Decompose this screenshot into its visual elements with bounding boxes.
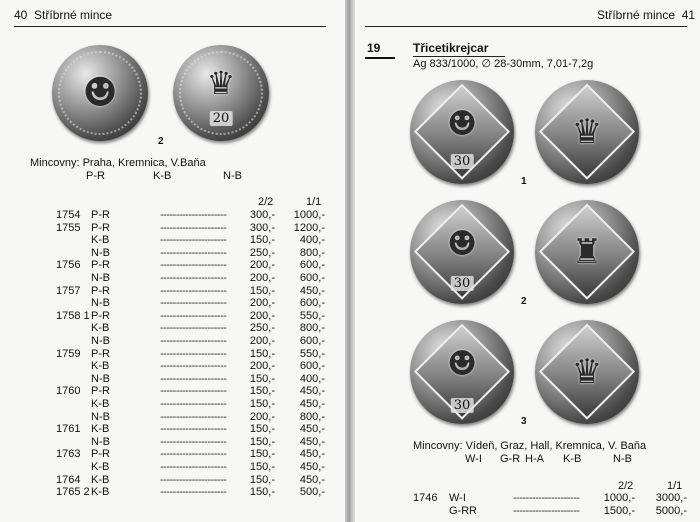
left-page-header [14, 8, 112, 22]
book-gutter [345, 0, 355, 522]
row-mint-mark: N-B [91, 272, 110, 284]
portrait-icon: ☻ [82, 70, 118, 116]
row-dashes: --------------------- [160, 347, 227, 360]
eagle-icon: ♛ [206, 64, 236, 103]
row-mint-mark: P-R [91, 309, 110, 322]
row-year: 1760 [56, 385, 81, 398]
row-year: 1756 [56, 259, 81, 272]
row-dashes: --------------------- [160, 385, 227, 398]
row-price-1-1: 1200,- [293, 221, 325, 234]
column-header-2-2: 2/2 [618, 480, 634, 492]
figure-label: 2 [521, 296, 527, 307]
row-mint-mark: K-B [91, 360, 110, 373]
mint-mark: H-A [525, 453, 544, 465]
row-year: 1764 [56, 473, 81, 486]
table-row [0, 247, 345, 260]
page-heading: Stříbrné mince [597, 8, 676, 22]
row-dashes: --------------------- [160, 486, 227, 499]
table-row [0, 335, 345, 348]
row-dashes: --------------------- [160, 461, 227, 473]
row-mint-mark: P-R [91, 385, 110, 398]
row-dashes: --------------------- [160, 360, 227, 373]
row-dashes: --------------------- [160, 297, 227, 310]
mint-mark: K-B [153, 170, 172, 182]
table-row [0, 373, 345, 386]
row-price-1-1: 800,- [299, 410, 325, 423]
table-row [0, 448, 345, 461]
coin-value: 30 [451, 276, 474, 291]
eagle-icon: ♛ [571, 112, 603, 152]
table-row [0, 234, 345, 247]
row-dashes: --------------------- [513, 504, 580, 517]
coin-obverse-image [410, 200, 514, 304]
row-price-1-1: 5000,- [655, 504, 687, 517]
row-dashes: --------------------- [160, 309, 227, 322]
row-dashes: --------------------- [160, 398, 227, 410]
item-number: 19 [367, 41, 381, 55]
coin-reverse-image [535, 320, 639, 424]
mint-mark: N-B [223, 170, 242, 182]
figure-label: 3 [521, 416, 527, 427]
row-mint-mark: K-B [91, 234, 110, 247]
row-dashes: --------------------- [160, 410, 227, 423]
row-price-1-1: 600,- [299, 360, 325, 373]
figure-label: 1 [521, 176, 527, 187]
row-price-2-2: 150,- [249, 234, 275, 247]
row-mint-mark: P-R [91, 221, 110, 234]
row-mint-mark: P-R [91, 209, 110, 221]
row-price-1-1: 450,- [299, 435, 325, 448]
row-mint-mark: K-B [91, 486, 110, 499]
table-row [0, 436, 345, 449]
table-row [0, 360, 345, 373]
row-price-1-1: 450,- [299, 385, 325, 398]
row-mint-mark: N-B [91, 435, 110, 448]
coin-value: 30 [451, 398, 474, 413]
row-price-2-2: 150,- [249, 423, 275, 436]
mint-mark: P-R [86, 170, 105, 182]
row-price-1-1: 3000,- [655, 492, 687, 504]
row-dashes: --------------------- [160, 284, 227, 297]
row-price-2-2: 150,- [249, 398, 275, 410]
row-year: 1754 [56, 209, 81, 221]
coin-reverse-image [173, 45, 269, 141]
portrait-icon: ☻ [446, 103, 478, 144]
row-dashes: --------------------- [160, 259, 227, 272]
row-price-1-1: 450,- [299, 284, 325, 297]
row-mint-mark: P-R [91, 284, 110, 297]
row-year: 1759 [56, 347, 81, 360]
row-price-2-2: 1000,- [603, 492, 635, 504]
row-dashes: --------------------- [160, 234, 227, 247]
row-dashes: --------------------- [160, 435, 227, 448]
eagle-icon: ♛ [571, 352, 603, 392]
mint-mark: W-I [465, 453, 482, 465]
table-row [0, 474, 345, 487]
row-mint-mark: N-B [91, 335, 110, 347]
row-price-1-1: 450,- [299, 461, 325, 473]
row-price-2-2: 200,- [249, 297, 275, 310]
row-year: 1763 [56, 448, 81, 461]
row-price-1-1: 1000,- [293, 209, 325, 221]
row-price-1-1: 450,- [299, 423, 325, 436]
row-extra-mark: R [469, 504, 477, 517]
row-price-2-2: 200,- [249, 259, 275, 272]
table-row [0, 272, 345, 285]
row-price-2-2: 300,- [249, 221, 275, 234]
row-price-1-1: 600,- [299, 335, 325, 347]
coin-reverse-image [535, 80, 639, 184]
row-price-1-1: 500,- [299, 486, 325, 499]
row-mint-mark: K-B [91, 461, 110, 473]
row-price-1-1: 550,- [299, 347, 325, 360]
table-row [0, 322, 345, 335]
row-dashes: --------------------- [160, 272, 227, 284]
row-price-2-2: 300,- [249, 209, 275, 221]
row-price-2-2: 150,- [249, 284, 275, 297]
row-price-2-2: 200,- [249, 360, 275, 373]
row-year: 1757 [56, 284, 81, 297]
row-price-1-1: 450,- [299, 448, 325, 461]
row-mint-mark: P-R [91, 259, 110, 272]
table-row [355, 492, 700, 505]
table-row [0, 486, 345, 499]
row-year: 1746 [413, 492, 438, 504]
coin-obverse-image [52, 45, 148, 141]
row-price-1-1: 600,- [299, 259, 325, 272]
row-mint-mark: K-B [91, 398, 110, 410]
row-price-1-1: 450,- [299, 398, 325, 410]
row-dashes: --------------------- [160, 209, 227, 221]
row-dashes: --------------------- [160, 473, 227, 486]
row-mint-mark: G-R [449, 504, 470, 517]
coin-value: 30 [451, 154, 474, 169]
portrait-icon: ☻ [446, 223, 478, 264]
table-row [0, 411, 345, 424]
row-dashes: --------------------- [160, 448, 227, 461]
mint-mark: G-R [500, 453, 521, 465]
header-rule [14, 26, 326, 27]
row-price-2-2: 150,- [249, 435, 275, 448]
table-row [0, 310, 345, 323]
item-number-rule [365, 57, 395, 59]
table-row [0, 209, 345, 222]
row-price-2-2: 150,- [249, 347, 275, 360]
column-header-1-1: 1/1 [306, 196, 322, 208]
row-price-2-2: 150,- [249, 448, 275, 461]
mint-list: Mincovny: Vídeň, Graz, Hall, Kremnica, V. Baňa [413, 440, 647, 452]
row-price-2-2: 250,- [249, 322, 275, 335]
row-dashes: --------------------- [160, 221, 227, 234]
crown-icon: ♜ [571, 232, 603, 272]
header-rule [365, 26, 687, 27]
coin-value: 20 [210, 111, 233, 126]
table-row [0, 398, 345, 411]
portrait-icon: ☻ [446, 343, 478, 384]
mint-mark: N-B [613, 453, 632, 465]
page-heading: Stříbrné mince [34, 8, 113, 22]
row-dashes: --------------------- [160, 335, 227, 347]
row-price-2-2: 250,- [249, 246, 275, 259]
row-mint-mark: N-B [91, 410, 110, 423]
mint-list: Mincovny: Praha, Kremnica, V.Baňa [30, 157, 206, 169]
row-price-2-2: 1500,- [603, 504, 635, 517]
row-price-2-2: 200,- [249, 272, 275, 284]
left-page [0, 0, 345, 522]
column-header-2-2: 2/2 [258, 196, 274, 208]
item-spec: Ag 833/1000, ∅ 28-30mm, 7,01-7,2g [413, 58, 594, 70]
row-price-1-1: 800,- [299, 322, 325, 335]
row-mint-mark: N-B [91, 246, 110, 259]
page-number: 40 [14, 8, 28, 22]
row-mint-mark: K-B [91, 423, 110, 436]
coin-obverse-image [410, 80, 514, 184]
right-page-header [597, 8, 695, 22]
mint-mark: K-B [563, 453, 582, 465]
row-mint-mark: W-I [449, 492, 466, 504]
page-number: 41 [681, 8, 696, 22]
row-price-1-1: 550,- [299, 309, 325, 322]
row-price-1-1: 600,- [299, 272, 325, 284]
table-row [0, 297, 345, 310]
figure-label: 2 [158, 136, 164, 147]
row-dashes: --------------------- [160, 372, 227, 385]
row-price-2-2: 200,- [249, 335, 275, 347]
table-row [0, 222, 345, 235]
row-mint-mark: N-B [91, 297, 110, 310]
table-row [0, 385, 345, 398]
row-year: 1765 2 [56, 486, 90, 499]
table-row [0, 285, 345, 298]
row-dashes: --------------------- [513, 492, 580, 504]
row-mint-mark: P-R [91, 347, 110, 360]
row-price-1-1: 600,- [299, 297, 325, 310]
row-mint-mark: P-R [91, 448, 110, 461]
row-price-2-2: 200,- [249, 410, 275, 423]
row-dashes: --------------------- [160, 423, 227, 436]
item-title: Třicetikrejcar [413, 41, 489, 55]
table-row [0, 348, 345, 361]
row-dashes: --------------------- [160, 322, 227, 335]
row-mint-mark: N-B [91, 372, 110, 385]
table-row [0, 423, 345, 436]
row-price-1-1: 400,- [299, 372, 325, 385]
row-mint-mark: K-B [91, 473, 110, 486]
coin-obverse-image [410, 320, 514, 424]
row-year: 1758 1 [56, 309, 90, 322]
row-price-1-1: 800,- [299, 246, 325, 259]
row-price-2-2: 150,- [249, 461, 275, 473]
row-price-2-2: 150,- [249, 486, 275, 499]
coin-reverse-image [535, 200, 639, 304]
table-row [355, 505, 700, 518]
column-header-1-1: 1/1 [667, 480, 683, 492]
row-price-2-2: 150,- [249, 372, 275, 385]
row-price-1-1: 450,- [299, 473, 325, 486]
row-mint-mark: K-B [91, 322, 110, 335]
row-price-2-2: 150,- [249, 473, 275, 486]
row-year: 1755 [56, 221, 81, 234]
right-page [355, 0, 700, 522]
row-price-2-2: 200,- [249, 309, 275, 322]
row-year: 1761 [56, 423, 81, 436]
table-row [0, 461, 345, 474]
row-price-1-1: 400,- [299, 234, 325, 247]
table-row [0, 259, 345, 272]
row-dashes: --------------------- [160, 246, 227, 259]
row-price-2-2: 150,- [249, 385, 275, 398]
